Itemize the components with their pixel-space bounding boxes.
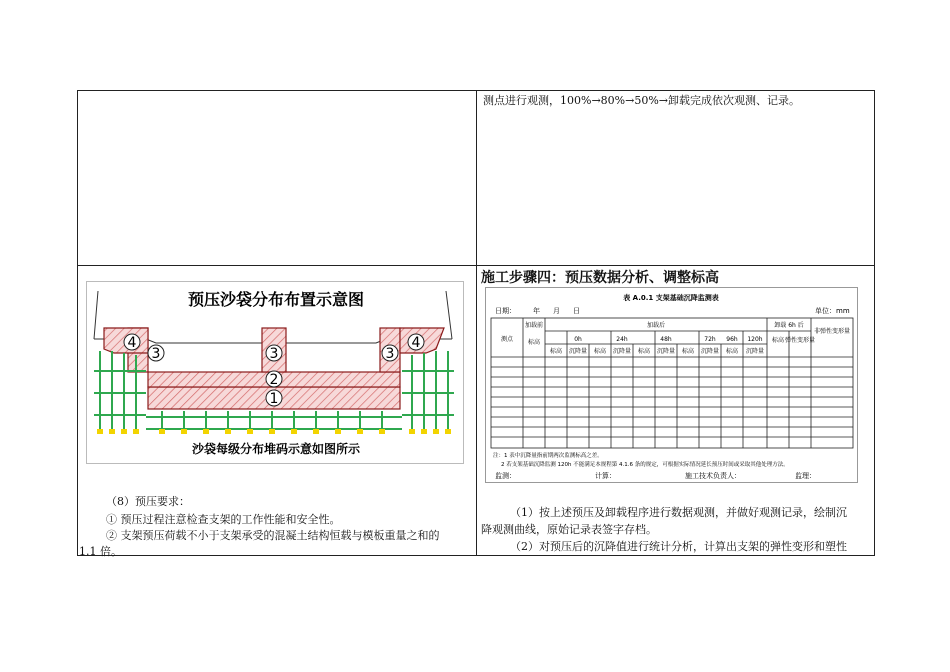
step4-title: 施工步骤四：预压数据分析、调整标高 (481, 270, 719, 286)
svg-text:4: 4 (411, 335, 421, 351)
svg-text:沉降量: 沉降量 (568, 348, 588, 355)
svg-text:监理：: 监理： (795, 472, 816, 480)
row-divider (78, 265, 874, 266)
svg-text:卸载 6h 后: 卸载 6h 后 (774, 322, 804, 329)
svg-text:沉降量: 沉降量 (612, 348, 632, 355)
svg-text:2: 2 (269, 372, 279, 388)
svg-text:日期：: 日期： (495, 307, 516, 315)
analysis-p1-line2: 降观测曲线，原始记录表签字存档。 (481, 523, 657, 536)
svg-text:加载前: 加载前 (524, 322, 544, 329)
svg-text:施工技术负责人：: 施工技术负责人： (685, 472, 741, 480)
svg-text:48h: 48h (660, 336, 672, 343)
svg-text:标高: 标高 (593, 348, 607, 355)
svg-text:2 若支架基础沉降监测 120h 不能满足本规程第 4.1: 2 若支架基础沉降监测 120h 不能满足本规程第 4.1.6 条的规定，可根据实际情况延长预压时间或采取其他处理方法。 (501, 462, 789, 468)
svg-text:1: 1 (269, 391, 279, 407)
svg-text:120h: 120h (747, 336, 763, 343)
svg-text:日: 日 (573, 307, 580, 315)
svg-text:非弹性变形量: 非弹性变形量 (813, 328, 851, 335)
sandbag-diagram (86, 281, 464, 464)
requirement-1: ① 预压过程注意检查支架的工作性能和安全性。 (106, 513, 341, 526)
requirements-heading: （8）预压要求： (106, 495, 190, 508)
svg-text:标高: 标高 (527, 339, 541, 346)
settlement-table (485, 287, 858, 483)
svg-text:年: 年 (533, 307, 540, 315)
svg-text:计算：: 计算： (595, 472, 616, 480)
svg-text:加载后: 加载后 (646, 322, 666, 329)
svg-text:标高: 标高 (549, 348, 563, 355)
svg-text:标高: 标高 (637, 348, 651, 355)
diagram-caption: 沙袋每级分布堆码示意如图所示 (191, 442, 361, 456)
svg-text:0h: 0h (574, 336, 582, 343)
svg-text:标高: 标高 (725, 348, 739, 355)
requirement-2-cont: 1.1 倍。 (79, 545, 122, 558)
diagram-title: 预压沙袋分布布置示意图 (187, 290, 365, 309)
svg-text:单位：mm: 单位：mm (815, 307, 850, 315)
svg-text:测点: 测点 (500, 336, 514, 343)
svg-text:表 A.0.1 支架基础沉降监测表: 表 A.0.1 支架基础沉降监测表 (623, 294, 719, 302)
analysis-p1-line1: （1）按上述预压及卸载程序进行数据观测，并做好观测记录，绘制沉 (510, 506, 847, 519)
analysis-p2-line1: （2）对预压后的沉降值进行统计分析，计算出支架的弹性变形和塑性 (510, 540, 847, 553)
svg-text:监测：: 监测： (495, 472, 516, 480)
column-divider (476, 91, 477, 555)
svg-text:注：1 表中沉降量指前期两次监测标高之差。: 注：1 表中沉降量指前期两次监测标高之差。 (493, 453, 603, 459)
svg-text:72h: 72h (704, 336, 716, 343)
svg-text:3: 3 (151, 346, 161, 362)
svg-text:沉降量: 沉降量 (745, 348, 765, 355)
svg-text:标高: 标高 (771, 337, 785, 344)
svg-text:弹性变形量: 弹性变形量 (784, 337, 816, 344)
svg-text:沉降量: 沉降量 (656, 348, 676, 355)
svg-text:3: 3 (385, 346, 395, 362)
svg-text:4: 4 (127, 335, 137, 351)
svg-text:沉降量: 沉降量 (700, 348, 720, 355)
observation-text: 测点进行观测，100%→80%→50%→卸载完成依次观测、记录。 (483, 94, 800, 107)
svg-text:月: 月 (553, 307, 560, 315)
requirement-2: ② 支架预压荷载不小于支架承受的混凝土结构恒载与模板重量之和的 (106, 529, 440, 542)
svg-text:3: 3 (269, 346, 279, 362)
svg-text:24h: 24h (616, 336, 628, 343)
svg-text:标高: 标高 (681, 348, 695, 355)
svg-text:96h: 96h (726, 336, 738, 343)
